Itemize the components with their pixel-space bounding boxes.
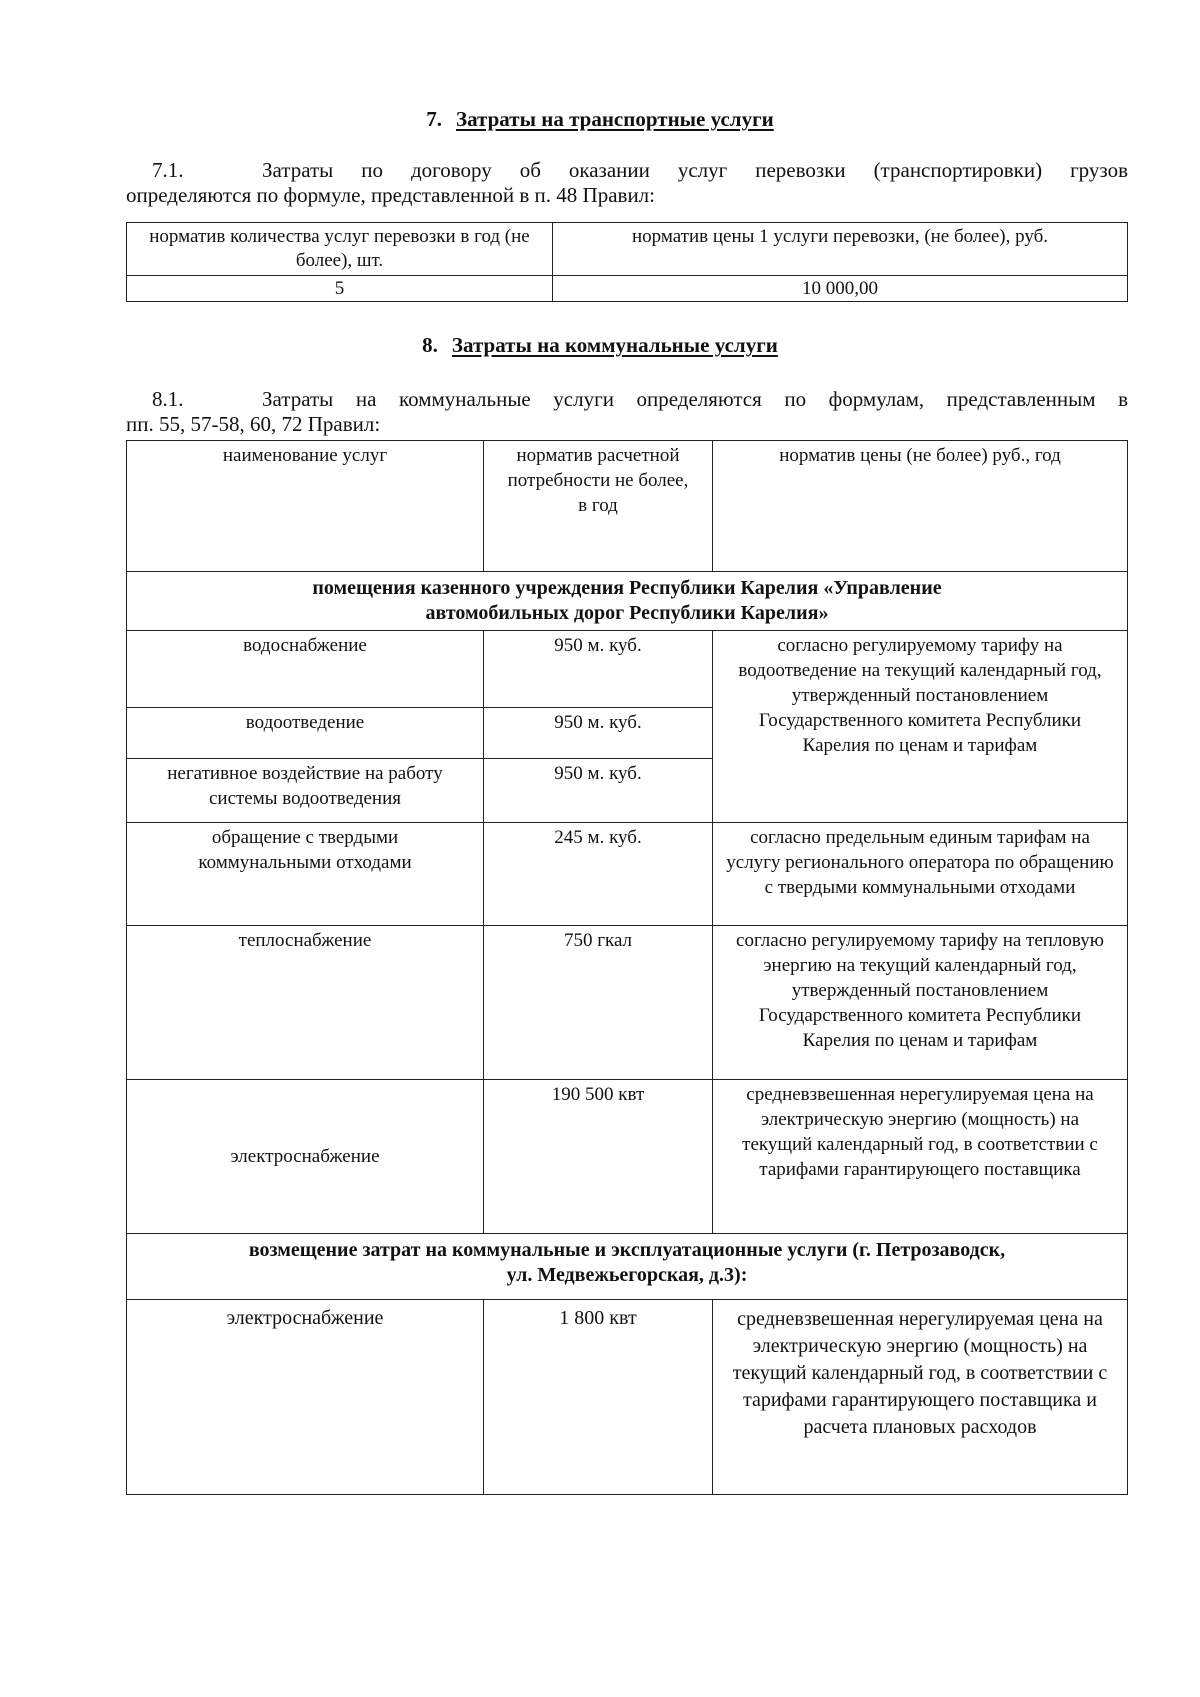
utilities-table (126, 440, 1128, 1495)
section-number: 8. (422, 333, 438, 357)
section-8-heading (0, 333, 1200, 358)
table-cell: 10 000,00 (553, 276, 1128, 302)
header-cell: норматив расчетной потребности не более, в год (484, 441, 713, 572)
service-name: негативное воздействие на работу системы водоотведения (127, 759, 484, 823)
header-cell: наименование услуг (127, 441, 484, 572)
service-amount: 950 м. куб. (484, 708, 713, 759)
service-name: электроснабжение (127, 1300, 484, 1495)
table-cell: 5 (127, 276, 553, 302)
service-amount: 1 800 квт (484, 1300, 713, 1495)
paragraph-text-line1: Затраты на коммунальные услуги определяются по формулам, представленным в (262, 387, 1128, 411)
section-7-heading (0, 107, 1200, 132)
service-amount: 245 м. куб. (484, 823, 713, 926)
paragraph-text-line2: определяются по формуле, представленной в п. 48 Правил: (126, 183, 655, 207)
section-title: Затраты на транспортные услуги (456, 107, 774, 131)
table-header-row (127, 223, 1128, 276)
paragraph-8-1 (126, 387, 1128, 437)
header-cell: норматив цены (не более) руб., год (713, 441, 1128, 572)
header-cell: норматив цены 1 услуги перевозки, (не более), руб. (553, 223, 1128, 276)
group-heading: возмещение затрат на коммунальные и эксплуатационные услуги (г. Петрозаводск, ул. Медвежьегорская, д.3): (127, 1234, 1128, 1300)
table-row (127, 276, 1128, 302)
table-header-row (127, 441, 1128, 572)
service-amount: 190 500 квт (484, 1080, 713, 1234)
service-price: согласно регулируемому тарифу на водоотведение на текущий календарный год, утвержденный постановлением Государственного комитета Республики Карелия по ценам и тарифам (713, 631, 1128, 823)
group-row (127, 1234, 1128, 1300)
section-title: Затраты на коммунальные услуги (451, 333, 778, 357)
paragraph-7-1 (126, 158, 1128, 208)
section-number: 7. (426, 107, 443, 131)
service-amount: 950 м. куб. (484, 631, 713, 708)
service-name: теплоснабжение (127, 926, 484, 1080)
group-heading: помещения казенного учреждения Республики Карелия «Управление автомобильных дорог Республики Карелия» (127, 572, 1128, 631)
table-row (127, 926, 1128, 1080)
service-name: электроснабжение (127, 1080, 484, 1234)
group-row (127, 572, 1128, 631)
service-name: водоотведение (127, 708, 484, 759)
table-row (127, 1080, 1128, 1234)
service-name: обращение с твердыми коммунальными отходами (127, 823, 484, 926)
service-amount: 950 м. куб. (484, 759, 713, 823)
paragraph-number: 8.1. (152, 387, 184, 411)
service-price: средневзвешенная нерегулируемая цена на электрическую энергию (мощность) на текущий календарный год, в соответствии с тарифами гарантирующего поставщика и расчета плановых расходов (713, 1300, 1128, 1495)
table-row (127, 631, 1128, 708)
paragraph-text-line1: Затраты по договору об оказании услуг перевозки (транспортировки) грузов (262, 158, 1128, 182)
paragraph-number: 7.1. (152, 158, 184, 182)
service-name: водоснабжение (127, 631, 484, 708)
transport-table (126, 222, 1128, 302)
service-amount: 750 гкал (484, 926, 713, 1080)
service-price: средневзвешенная нерегулируемая цена на электрическую энергию (мощность) на текущий календарный год, в соответствии с тарифами гарантирующего поставщика (713, 1080, 1128, 1234)
table-row (127, 1300, 1128, 1495)
service-price: согласно регулируемому тарифу на тепловую энергию на текущий календарный год, утвержденный постановлением Государственного комитета Республики Карелия по ценам и тарифам (713, 926, 1128, 1080)
header-cell: норматив количества услуг перевозки в год (не более), шт. (127, 223, 553, 276)
paragraph-text-line2: пп. 55, 57-58, 60, 72 Правил: (126, 412, 381, 436)
service-price: согласно предельным единым тарифам на услугу регионального оператора по обращению с твердыми коммунальными отходами (713, 823, 1128, 926)
table-row (127, 823, 1128, 926)
